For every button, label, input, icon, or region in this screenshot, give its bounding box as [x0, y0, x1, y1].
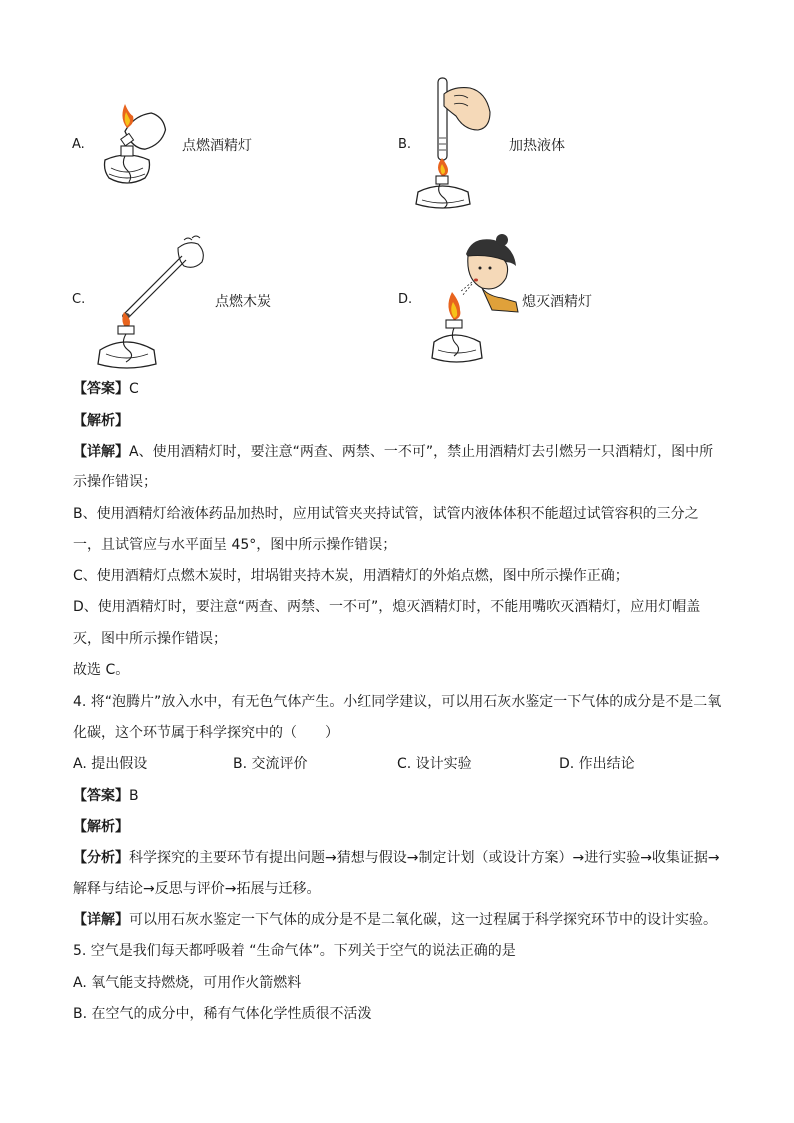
option-d-letter: D. — [398, 292, 413, 307]
q4-stem-line-2: 化碳，这个环节属于科学探究中的（ ） — [73, 725, 339, 741]
q5-option-a: A. 氧气能支持燃烧，可用作火箭燃料 — [73, 975, 302, 991]
q4-option-c: C. 设计实验 — [397, 756, 472, 772]
q4-analysis-line — [73, 817, 129, 837]
lighting-charcoal-illustration — [96, 236, 208, 370]
q3-detail-line-8: 故选 C。 — [73, 662, 130, 678]
q3-detail-line-6: D、使用酒精灯时，要注意“两查、两禁、一不可”，熄灭酒精灯时，不能用嘴吹灭酒精灯，应用灯帽盖 — [73, 599, 701, 615]
q4-option-b: B. 交流评价 — [233, 756, 308, 772]
q3-detail-line-2: 示操作错误； — [73, 474, 157, 490]
q4-option-a: A. 提出假设 — [73, 756, 148, 772]
q3-detail-line-3: B、使用酒精灯给液体药品加热时，应用试管夹夹持试管，试管内液体体积不能超过试管容积的三分之 — [73, 506, 699, 522]
q4-answer: B — [129, 788, 139, 804]
q4-stem-line-1: 4. 将“泡腾片”放入水中，有无色气体产生。小红同学建议，可以用石灰水鉴定一下气体的成分是不是二氧 — [73, 694, 722, 710]
q4-fenxi-line-1: 【分析】科学探究的主要环节有提出问题→猜想与假设→制定计划（或设计方案）→进行实验→收集证据→ — [73, 850, 720, 866]
option-a-letter: A. — [72, 137, 85, 152]
detail-tag: 【详解】 — [73, 912, 129, 928]
q3-detail-line-7: 灭，图中所示操作错误； — [73, 631, 227, 647]
q4-fenxi-line-2: 解释与结论→反思与评价→拓展与迁移。 — [73, 881, 321, 897]
q4-detail-line: 【详解】可以用石灰水鉴定一下气体的成分是不是二氧化碳，这一过程属于科学探究环节中的设计实验。 — [73, 912, 717, 928]
q3-detail-line-1: 【详解】A、使用酒精灯时，要注意“两查、两禁、一不可”，禁止用酒精灯去引燃另一只酒精灯，图中所 — [73, 444, 714, 460]
answer-tag: 【答案】 — [73, 381, 129, 397]
lighting-alcohol-lamp-with-lamp-illustration — [95, 98, 175, 190]
q3-analysis-line — [73, 411, 129, 431]
answer-tag: 【答案】 — [73, 788, 129, 804]
q3-detail-line-5: C、使用酒精灯点燃木炭时，坩埚钳夹持木炭，用酒精灯的外焰点燃，图中所示操作正确； — [73, 568, 629, 584]
q3-answer-line — [73, 379, 139, 399]
q4-answer-line — [73, 786, 139, 806]
q4-option-d: D. 作出结论 — [559, 756, 635, 772]
q5-option-b: B. 在空气的成分中，稀有气体化学性质很不活泼 — [73, 1006, 372, 1022]
option-c-label: 点燃木炭 — [215, 294, 271, 310]
detail-tag: 【详解】 — [73, 444, 129, 460]
analysis-tag: 【解析】 — [73, 819, 129, 835]
q5-stem: 5. 空气是我们每天都呼吸着 “生命气体”。下列关于空气的说法正确的是 — [73, 943, 516, 959]
option-a-label: 点燃酒精灯 — [182, 138, 252, 154]
analysis-tag: 【解析】 — [73, 413, 129, 429]
option-b-label: 加热液体 — [509, 138, 565, 154]
option-c-letter: C. — [72, 292, 86, 307]
q3-answer: C — [129, 381, 139, 397]
heating-liquid-illustration — [414, 76, 494, 212]
fenxi-tag: 【分析】 — [73, 850, 129, 866]
option-d-label: 熄灭酒精灯 — [522, 294, 592, 310]
option-b-letter: B. — [398, 137, 412, 152]
blowing-out-alcohol-lamp-illustration — [432, 232, 524, 368]
q3-detail-line-4: 一，且试管应与水平面呈 45°，图中所示操作错误； — [73, 537, 397, 553]
